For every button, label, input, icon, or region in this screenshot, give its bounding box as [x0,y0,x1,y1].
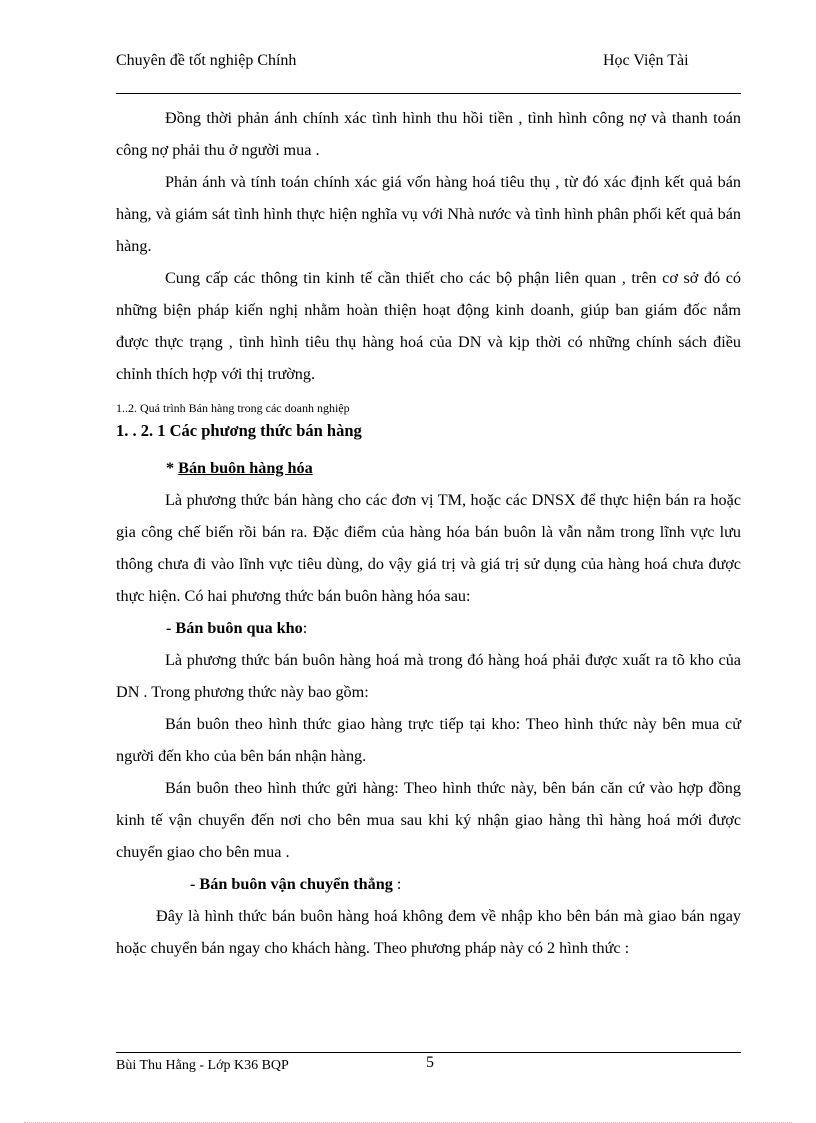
footer-author: Bùi Thu Hằng - Lớp K36 BQP [116,1058,289,1073]
page-number: 5 [426,1054,434,1071]
subheading-prefix: * [166,459,179,477]
subheading-qua-kho [116,612,741,644]
subheading-qua-kho-title: - Bán buôn qua kho [166,619,303,637]
paragraph-7: Bán buôn theo hình thức gửi hàng: Theo hình thức này, bên bán căn cứ vào hợp đồng kinh tế vận chuyển đến nơi cho bên mua sau khi ký nhận giao hàng thì hàng hoá mới được chuyển giao cho bên mua . [116,779,741,861]
header-divider [116,93,741,94]
paragraph-2: Phản ánh và tính toán chính xác giá vốn hàng hoá tiêu thụ , từ đó xác định kết quả bán hàng, và giám sát tình hình thực hiện nghĩa vụ với Nhà nước và tình hình phân phối kết quả bán hàng. [116,173,741,255]
paragraph-4: Là phương thức bán hàng cho các đơn vị TM, hoặc các DNSX để thực hiện bán ra hoặc gia công chế biến rồi bán ra. Đặc điểm của hàng hóa bán buôn là vẫn nằm trong lĩnh vực lưu thông chưa đi vào lĩnh vực tiêu dùng, do vậy giá trị và giá trị sử dụng của hàng hoá chưa được thực hiện. Có hai phương thức bán buôn hàng hóa sau: [116,491,741,605]
paragraph-3: Cung cấp các thông tin kinh tế cần thiết cho các bộ phận liên quan , trên cơ sở đó có những biện pháp kiến nghị nhằm hoàn thiện hoạt động kinh doanh, giúp ban giám đốc nắm được thực trạng , tình hình tiêu thụ hàng hoá của DN và kịp thời có những chính sách điều chỉnh thích hợp với thị trường. [116,269,741,383]
subheading-van-chuyen-title: - Bán buôn vận chuyển thẳng [190,875,393,893]
subheading-qua-kho-suffix: : [302,619,308,637]
document-body [116,102,741,964]
footer-divider [116,1052,741,1053]
paragraph-8: Đây là hình thức bán buôn hàng hoá không đem về nhập kho bên bán mà giao bán ngay hoặc chuyển bán ngay cho khách hàng. Theo phương pháp này có 2 hình thức : [116,907,741,957]
paragraph-1: Đồng thời phản ánh chính xác tình hình thu hồi tiền , tình hình công nợ và thanh toán công nợ phải thu ở người mua . [116,109,741,159]
paragraph-6: Bán buôn theo hình thức giao hàng trực tiếp tại kho: Theo hình thức này bên mua cử người đến kho của bên bán nhận hàng. [116,715,741,765]
subheading-van-chuyen-suffix: : [392,875,402,893]
paragraph-5: Là phương thức bán buôn hàng hoá mà trong đó hàng hoá phải được xuất ra tõ kho của DN . Trong phương thức này bao gồm: [116,651,741,701]
subheading-van-chuyen [116,868,741,900]
header-left-title: Chuyên đề tốt nghiệp Chính [116,52,297,69]
section-heading-small: 1..2. Quá trình Bán hàng trong các doanh nghiệp [116,401,350,415]
subheading-ban-buon [116,452,741,484]
header-right-title: Học Viện Tài [603,52,689,69]
section-heading: 1. . 2. 1 Các phương thức bán hàng [116,421,362,440]
subheading-title: Bán buôn hàng hóa [178,459,313,477]
